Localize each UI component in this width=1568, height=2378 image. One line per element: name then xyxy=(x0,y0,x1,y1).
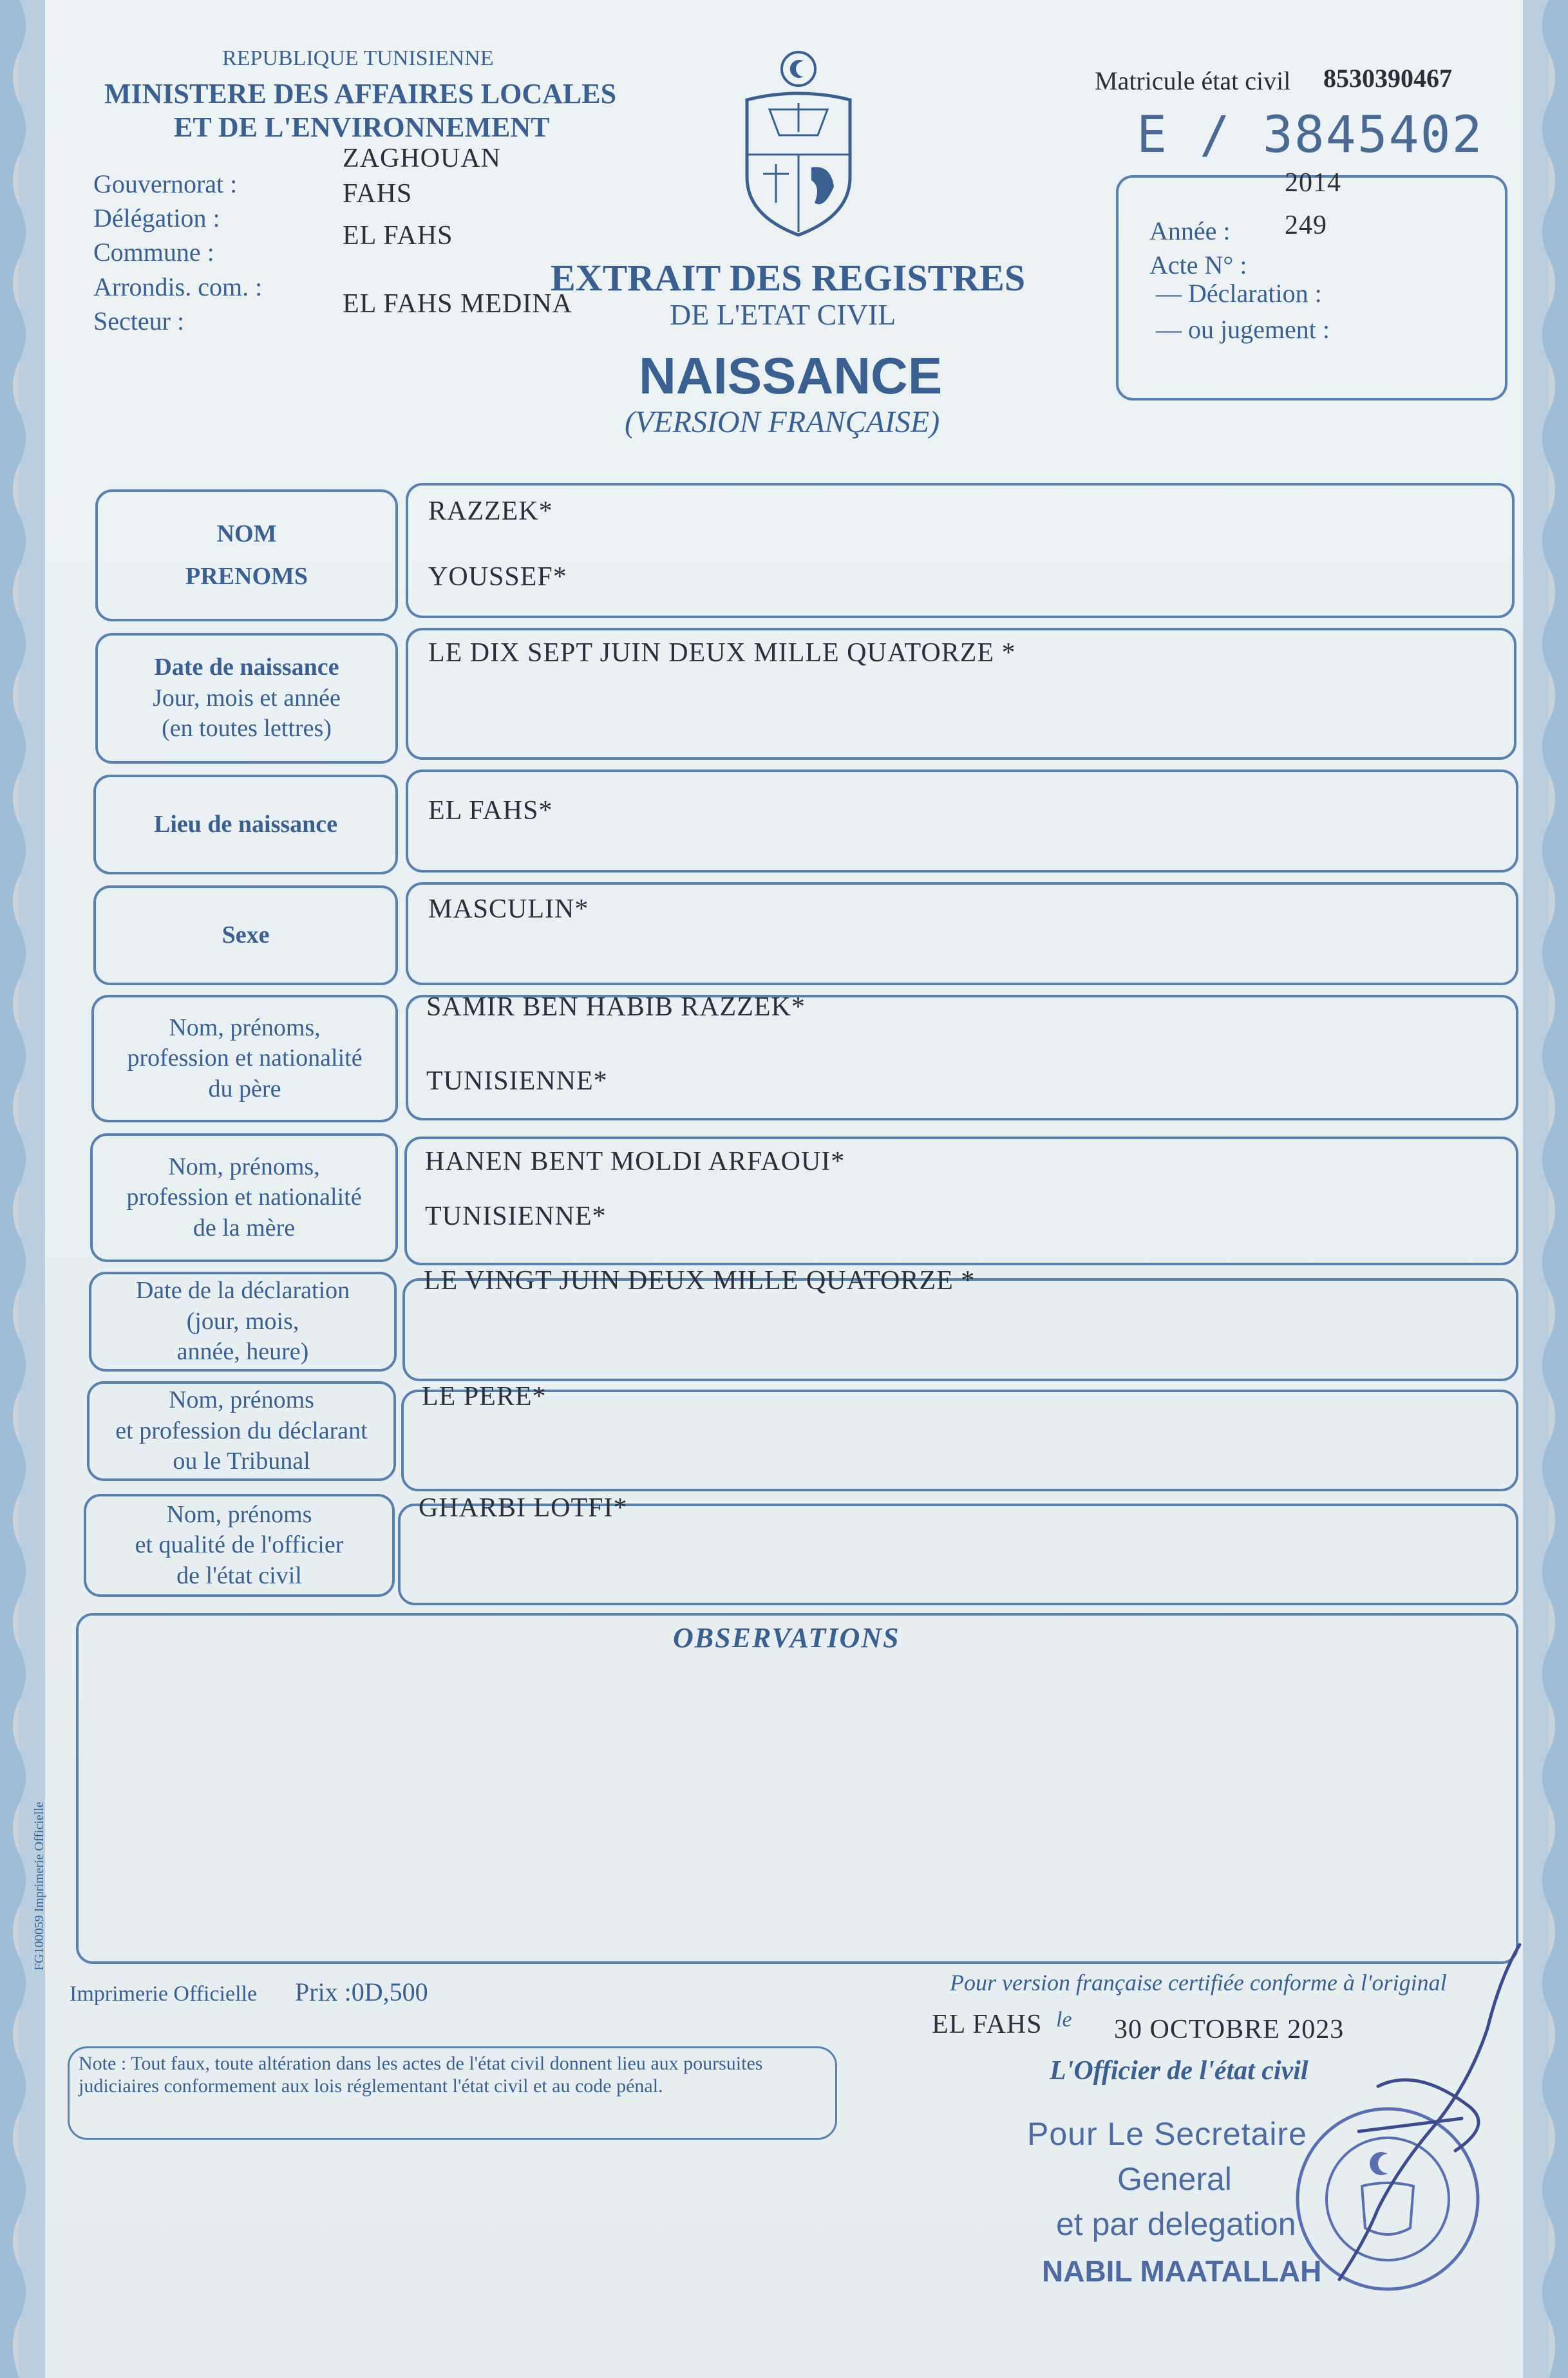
declaration-label-cell xyxy=(89,1272,397,1372)
declarant-label3: ou le Tribunal xyxy=(173,1448,310,1475)
pere-label-cell xyxy=(91,995,398,1122)
signature-icon xyxy=(1301,1938,1539,2286)
e-number: E / 3845402 xyxy=(1137,106,1484,164)
certifie-text: Pour version française certifiée conforme à l'original xyxy=(950,1970,1447,1996)
nom-value-box xyxy=(406,483,1515,618)
acte-label: Acte N° : xyxy=(1149,250,1247,279)
declaration-label2: (jour, mois, xyxy=(186,1307,299,1335)
officier-label-cell xyxy=(84,1494,395,1597)
jugement-label: — ou jugement : xyxy=(1156,315,1330,344)
title-line1: EXTRAIT DES REGISTRES xyxy=(551,257,1026,299)
secteur-label: Secteur : xyxy=(93,307,185,335)
date-naissance-label1: Date de naissance xyxy=(154,654,339,681)
commune-value: EL FAHS xyxy=(343,221,453,250)
stamp-line3: et par delegation xyxy=(1056,2206,1296,2242)
declaration-label3: année, heure) xyxy=(176,1338,309,1366)
sexe-label: Sexe xyxy=(222,921,270,948)
officier-value: GHARBI LOTFI* xyxy=(419,1493,628,1523)
nom-label: NOM xyxy=(216,520,277,547)
mere-label3: de la mère xyxy=(193,1214,296,1241)
title-version: (VERSION FRANÇAISE) xyxy=(625,405,940,439)
declaration-label: — Déclaration : xyxy=(1156,279,1322,308)
matricule-value: 8530390467 xyxy=(1323,64,1452,93)
footer-date: 30 OCTOBRE 2023 xyxy=(1114,2015,1345,2044)
lieu-label: Lieu de naissance xyxy=(153,810,338,838)
officier-label1: Nom, prénoms xyxy=(166,1500,312,1528)
declaration-value: LE VINGT JUIN DEUX MILLE QUATORZE * xyxy=(424,1266,976,1296)
date-naissance-label-cell xyxy=(95,633,398,764)
stamp-line1: Pour Le Secretaire xyxy=(1027,2116,1307,2152)
date-naissance-label2: Jour, mois et année xyxy=(153,684,341,712)
pere-value2: TUNISIENNE* xyxy=(426,1066,608,1096)
arrondis-label: Arrondis. com. : xyxy=(93,272,263,301)
side-print-text: FG100059 Imprimerie Officielle xyxy=(32,1802,46,1970)
matricule-label: Matricule état civil xyxy=(1095,66,1291,95)
pere-label2: profession et nationalité xyxy=(127,1044,363,1072)
stamp-line4: NABIL MAATALLAH xyxy=(1042,2254,1322,2288)
mere-value2: TUNISIENNE* xyxy=(425,1202,607,1231)
ministere-line2: ET DE L'ENVIRONNEMENT xyxy=(174,111,550,143)
stamp-line2: General xyxy=(1117,2161,1232,2197)
title-main: NAISSANCE xyxy=(639,347,943,404)
prix-text: Prix :0D,500 xyxy=(295,1977,428,2006)
declarant-value: LE PERE* xyxy=(422,1382,547,1411)
wavy-border-left xyxy=(0,0,39,2378)
date-naissance-label3: (en toutes lettres) xyxy=(162,715,332,742)
sexe-value: MASCULIN* xyxy=(428,894,589,924)
note-text: Note : Tout faux, toute altération dans les actes de l'état civil donnent lieu aux poursuites judiciaires conformement aux lois réglementant l'état civil et au code pénal. xyxy=(79,2053,763,2097)
republique-text: REPUBLIQUE TUNISIENNE xyxy=(222,46,494,70)
imprimerie-text: Imprimerie Officielle xyxy=(70,1982,258,2006)
mere-label-cell xyxy=(90,1133,398,1262)
delegation-label: Délégation : xyxy=(93,203,220,232)
lieu-value: EL FAHS* xyxy=(428,796,553,826)
declarant-label1: Nom, prénoms xyxy=(169,1386,314,1414)
mere-label2: profession et nationalité xyxy=(126,1184,362,1211)
observations-title: OBSERVATIONS xyxy=(673,1622,900,1654)
gouvernorat-value: ZAGHOUAN xyxy=(343,144,501,173)
title-line2: DE L'ETAT CIVIL xyxy=(670,298,896,331)
lieu-label-cell xyxy=(93,775,398,874)
declaration-label1: Date de la déclaration xyxy=(135,1277,350,1305)
secteur-value: EL FAHS MEDINA xyxy=(343,289,572,319)
officier-label2: et qualité de l'officier xyxy=(135,1531,344,1559)
acte-value: 249 xyxy=(1285,211,1327,240)
annee-value: 2014 xyxy=(1285,168,1341,198)
declarant-label-cell xyxy=(87,1381,396,1481)
ministere-line1: MINISTERE DES AFFAIRES LOCALES xyxy=(104,78,617,109)
prenoms-label: PRENOMS xyxy=(185,562,308,590)
nom-label-cell xyxy=(95,489,398,621)
footer-lieu: EL FAHS xyxy=(932,2010,1043,2039)
coat-of-arms-icon xyxy=(734,48,863,241)
date-naissance-value: LE DIX SEPT JUIN DEUX MILLE QUATORZE * xyxy=(428,638,1016,668)
mere-label1: Nom, prénoms, xyxy=(168,1153,320,1180)
prenoms-value: YOUSSEF* xyxy=(428,562,567,592)
footer-le: le xyxy=(1056,2008,1072,2032)
declarant-value-box xyxy=(401,1390,1518,1491)
gouvernorat-label: Gouvernorat : xyxy=(93,169,238,198)
declarant-label2: et profession du déclarant xyxy=(115,1417,368,1444)
lieu-value-box xyxy=(406,769,1518,873)
delegation-value: FAHS xyxy=(343,179,413,209)
mere-value1: HANEN BENT MOLDI ARFAOUI* xyxy=(425,1147,845,1176)
pere-label1: Nom, prénoms, xyxy=(169,1014,321,1041)
annee-label: Année : xyxy=(1149,216,1231,245)
commune-label: Commune : xyxy=(93,238,214,267)
observations-box xyxy=(76,1613,1518,1964)
pere-value1: SAMIR BEN HABIB RAZZEK* xyxy=(426,992,806,1022)
footer-officier: L'Officier de l'état civil xyxy=(1050,2056,1308,2086)
nom-value: RAZZEK* xyxy=(428,496,553,526)
officier-label3: de l'état civil xyxy=(176,1562,302,1589)
pere-label3: du père xyxy=(208,1075,281,1102)
sexe-label-cell xyxy=(93,885,398,985)
